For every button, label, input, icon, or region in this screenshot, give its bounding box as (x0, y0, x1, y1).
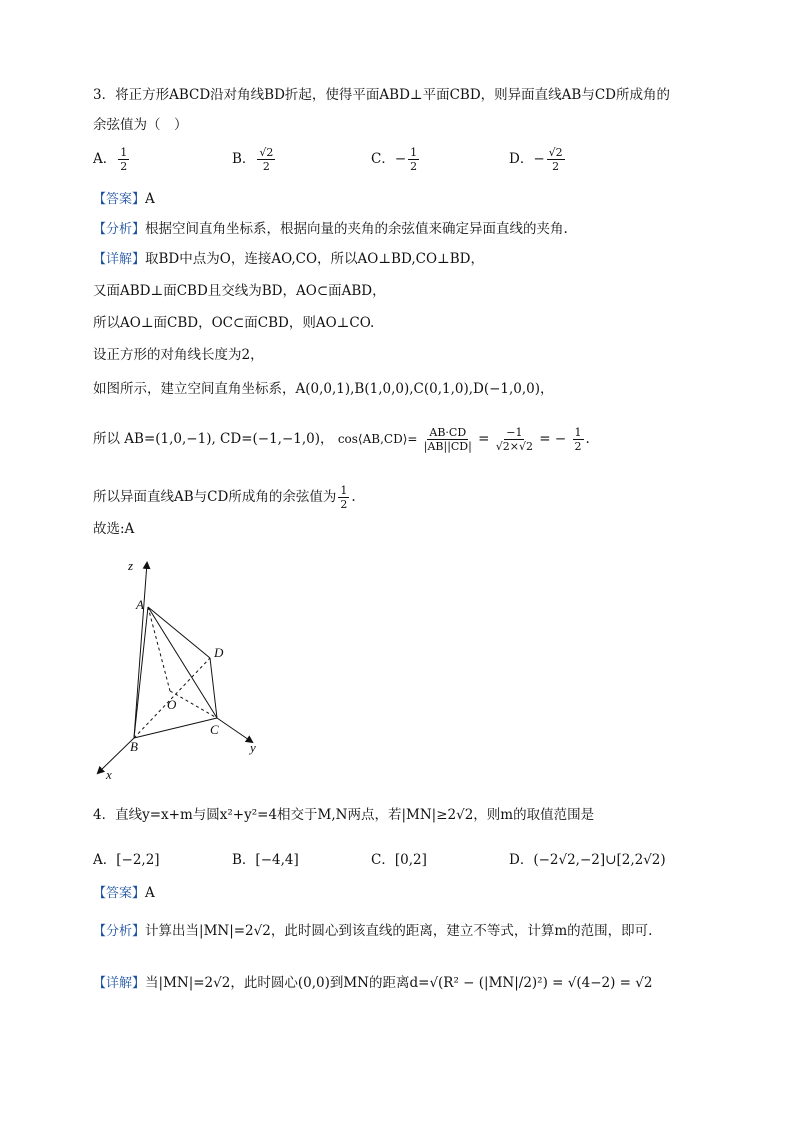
q3-option-d: D．− $\frac{√2}{2}$ (509, 146, 563, 173)
analysis-tag: 【分析】 (93, 924, 146, 939)
detail-tag: 【详解】 (93, 976, 146, 991)
q4-option-c: C．[0,2] (371, 852, 427, 868)
q3-detail-2: 又面ABD⊥面CBD且交线为BD，AO⊂面ABD， (93, 283, 386, 299)
q4-option-b: B．[−4,4] (232, 852, 299, 868)
q4-detail: 【详解】当|MN|=2√2，此时圆心(0,0)到MN的距离d=√(R² − (|MN|/2)²) = √(4−2) = √2 (93, 975, 653, 991)
q3-option-c: C．− $\frac{1}{2}$ (371, 146, 418, 173)
label-x: x (106, 767, 112, 782)
detail-tag: 【详解】 (93, 252, 146, 267)
q4-option-d: D．(−2√2,−2]∪[2,2√2) (509, 852, 666, 868)
q4-stem: 4．直线y=x+m与圆x²+y²=4相交于M,N两点，若|MN|≥2√2，则m的取值范围是 (93, 807, 595, 823)
q3-figure (90, 555, 280, 785)
q4-answer: 【答案】A (93, 885, 155, 901)
q3-detail-6: 所以 AB=(1,0,−1), CD=(−1,−1,0)， cos⟨AB,CD⟩= $\frac{AB\cdot CD}{|AB||CD|}$ = $\frac{-1}{√2\times√2}$ = − $\frac{1}{2}$ . (93, 426, 590, 453)
label-c: C (210, 722, 219, 737)
analysis-tag: 【分析】 (93, 222, 146, 237)
q3-option-a: A． $\frac{1}{2}$ (93, 146, 128, 173)
x-axis (98, 738, 134, 773)
q4-option-a: A．[−2,2] (93, 852, 160, 868)
q3-detail-1: 【详解】取BD中点为O，连接AO,CO，所以AO⊥BD,CO⊥BD， (93, 251, 484, 267)
label-a: A (136, 597, 144, 612)
label-b: B (130, 739, 138, 754)
q3-stem-line-1: 3．将正方形ABCD沿对角线BD折起，使得平面ABD⊥平面CBD，则异面直线AB与CD所成角的 (93, 87, 670, 103)
label-z: z (128, 558, 134, 573)
q3-detail-7: 所以异面直线AB与CD所成角的余弦值为 $\frac{1}{2}$ . (93, 484, 356, 511)
label-o: O (167, 697, 177, 712)
answer-tag: 【答案】 (93, 192, 146, 207)
q3-conclusion: 故选:A (93, 521, 135, 537)
q3-detail-5: 如图所示，建立空间直角坐标系，A(0,0,1),B(1,0,0),C(0,1,0),D(−1,0,0)， (93, 381, 554, 397)
q3-stem-line-2: 余弦值为（ ） (93, 117, 188, 133)
z-axis (134, 563, 147, 738)
q3-answer: 【答案】A (93, 191, 155, 207)
y-axis (217, 718, 252, 742)
label-y: y (250, 740, 256, 755)
q4-analysis: 【分析】计算出当|MN|=2√2，此时圆心到该直线的距离，建立不等式，计算m的范围，即可. (93, 923, 653, 939)
q3-analysis: 【分析】根据空间直角坐标系，根据向量的夹角的余弦值来确定异面直线的夹角. (93, 221, 568, 237)
label-d: D (214, 645, 224, 660)
answer-tag: 【答案】 (93, 886, 146, 901)
q3-option-b: B． $\frac{√2}{2}$ (232, 146, 274, 173)
q3-detail-3: 所以AO⊥面CBD，OC⊂面CBD，则AO⊥CO. (93, 315, 375, 331)
q3-detail-4: 设正方形的对角线长度为2， (93, 347, 264, 363)
